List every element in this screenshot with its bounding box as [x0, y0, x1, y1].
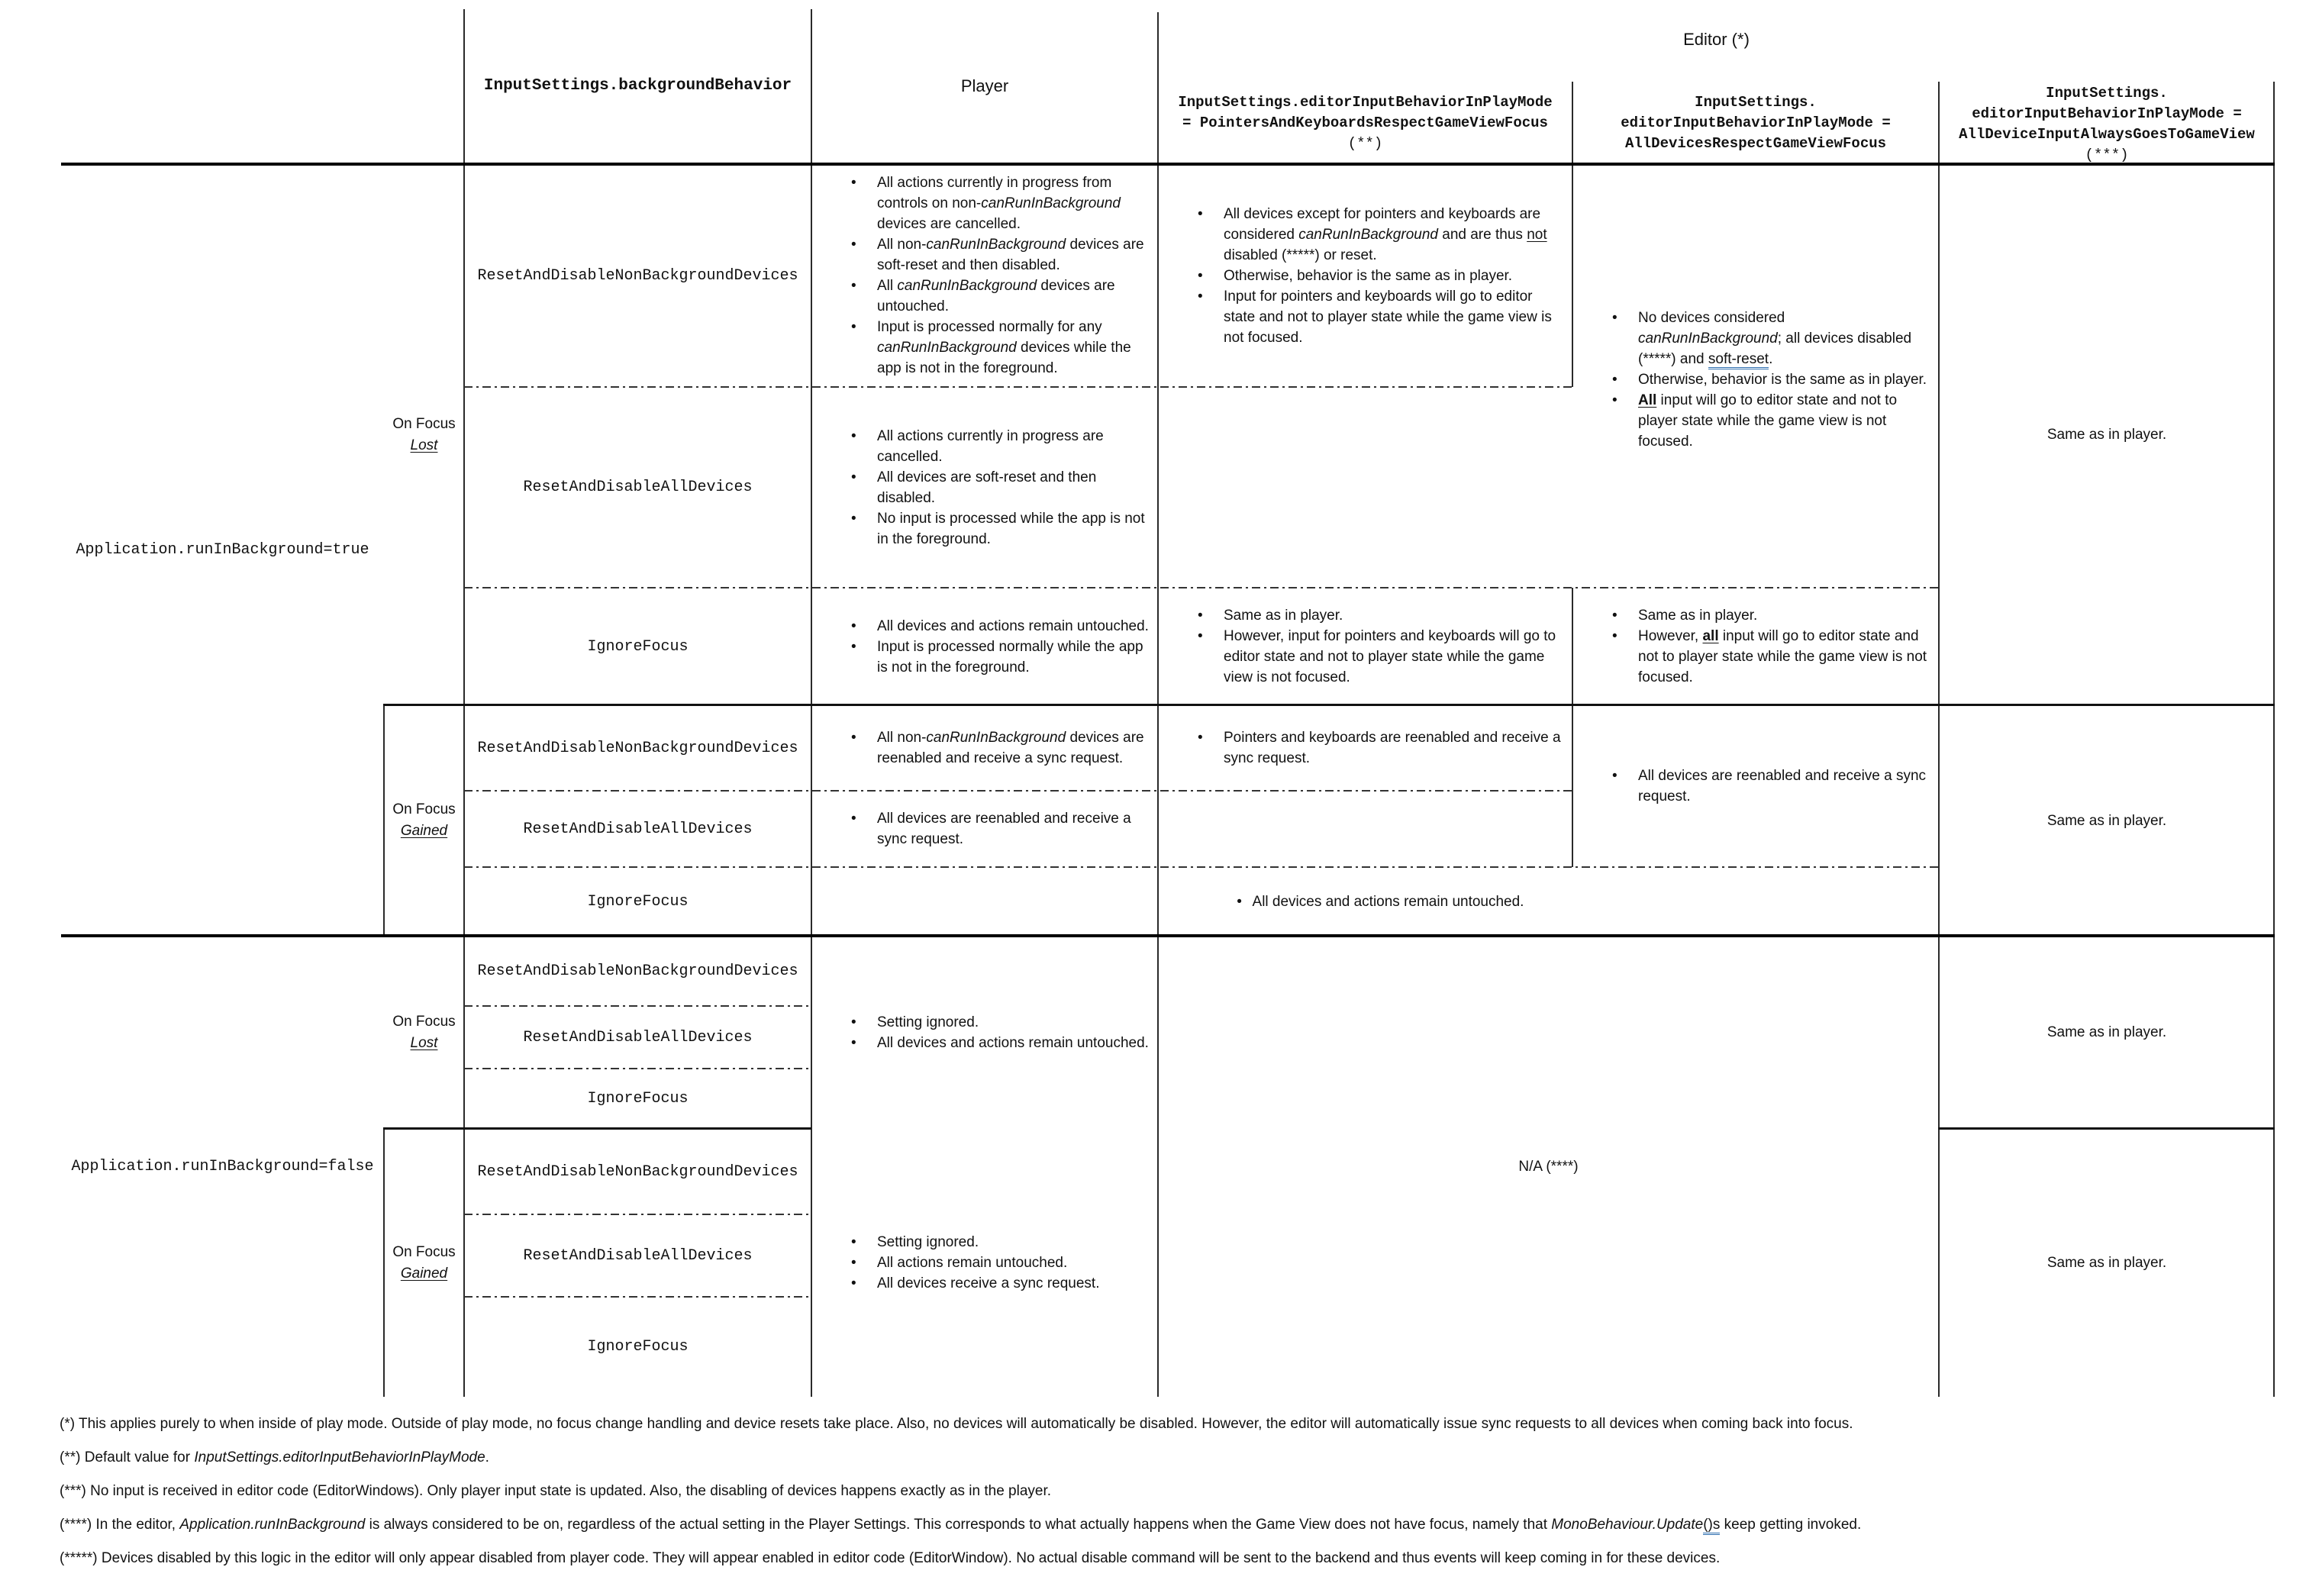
on-focus-label: On Focus: [392, 415, 456, 432]
footnotes: [60, 1414, 2296, 1581]
header-line: InputSettings.: [2046, 85, 2168, 102]
behavior-label: ResetAndDisableNonBackgroundDevices: [477, 1162, 798, 1181]
cell-false-editor-na-merged: [1158, 936, 1939, 1397]
bullet-item: [851, 616, 1150, 637]
behavior-label: ResetAndDisableNonBackgroundDevices: [477, 739, 798, 757]
cell-true-gained-ignore-merged: [811, 867, 1939, 936]
header-editor-col-allinput: [1939, 82, 2275, 167]
header-line: = PointersAndKeyboardsRespectGameViewFocus: [1182, 114, 1548, 131]
bullet-text: Input is processed normally for any canRunInBackground devices while the app is not in the foreground.: [877, 319, 1131, 376]
bullet-item: [1612, 626, 1931, 688]
bullet-item: [1198, 266, 1565, 286]
behavior-label: ResetAndDisableNonBackgroundDevices: [477, 962, 798, 980]
header-editor-col-alldevices: [1572, 82, 1939, 164]
bullet-item: [851, 637, 1150, 678]
bullet-text: No input is processed while the app is not in the foreground.: [877, 510, 1145, 547]
behavior-label: ResetAndDisableAllDevices: [523, 1246, 753, 1265]
footnote-4: (****) In the editor, Application.runInBackground is always considered to be on, regardless of the actual setting in the Player Settings. This corresponds to what actually happens when the Game View does not have focus, namely that MonoBehaviour.Update()s keep getting invoked.: [60, 1514, 2296, 1535]
header-editor: [1158, 24, 2275, 55]
bullet-text: Pointers and keyboards are reenabled and receive a sync request.: [1224, 730, 1561, 766]
bullet-text: All canRunInBackground devices are untouched.: [877, 278, 1115, 314]
bullet-item: [851, 1232, 1150, 1253]
bullet-text: No devices considered canRunInBackground; all devices disabled (*****) and soft-reset.: [1638, 308, 1931, 369]
cell-true-gained-alldevices-merged: [1572, 705, 1939, 867]
bullet-item: [851, 1012, 1150, 1033]
header-editor-col-pointers: [1158, 82, 1572, 164]
same-as-player-text: Same as in player.: [2046, 427, 2167, 443]
bullet-item: [1198, 727, 1565, 769]
footnote-3: (***) No input is received in editor code (EditorWindows). Only player input state is updated. Also, the disabling of devices happens exactly as in the player.: [60, 1483, 1052, 1499]
bullet-icon: •: [851, 638, 856, 655]
header-line: InputSettings.editorInputBehaviorInPlayMode: [1178, 93, 1553, 111]
bullet-text: All non-canRunInBackground devices are reenabled and receive a sync request.: [877, 730, 1144, 766]
bullet-text: All non-canRunInBackground devices are soft-reset and then disabled.: [877, 237, 1144, 273]
bullet-item: [851, 727, 1150, 769]
bullet-item: [1612, 766, 1931, 807]
bullet-item: [1612, 605, 1931, 626]
bullet-text: Setting ignored.: [877, 1234, 979, 1250]
bullet-text: Otherwise, behavior is the same as in player.: [1638, 372, 1927, 388]
bullet-text: All devices are reenabled and receive a sync request.: [1638, 768, 1927, 804]
bullet-item: [851, 426, 1150, 467]
behavior-label: ResetAndDisableAllDevices: [523, 820, 753, 838]
behavior-false-lost-ignore: [464, 1069, 811, 1129]
bullet-icon: •: [1198, 730, 1203, 746]
cell-false-lost-allinput: [1939, 936, 2275, 1129]
run-in-background-false-label: Application.runInBackground=false: [71, 1157, 374, 1175]
header-footnote-ref: (**): [1347, 134, 1383, 152]
bullet-icon: •: [851, 811, 856, 827]
bullet-text: All devices and actions remain untouched.: [877, 1034, 1149, 1051]
bullet-text: Otherwise, behavior is the same as in player.: [1224, 267, 1513, 284]
behavior-true-lost-reset-non-bg: [464, 164, 811, 387]
header-player: [811, 8, 1158, 164]
header-line: InputSettings.: [1695, 93, 1817, 111]
behavior-false-lost-reset-non-bg: [464, 936, 811, 1006]
focus-group-false-gained: [384, 1129, 464, 1397]
bullet-icon: •: [1612, 628, 1617, 644]
bullet-text: Same as in player.: [1224, 608, 1343, 624]
behavior-false-gained-reset-all: [464, 1214, 811, 1297]
bullet-item: [1198, 626, 1565, 688]
header-background-behavior: [464, 8, 811, 164]
bullet-text: All input will go to editor state and not to player state while the game view is not focused.: [1638, 392, 1898, 450]
bullet-text: Same as in player.: [1638, 608, 1758, 624]
behavior-label: ResetAndDisableAllDevices: [523, 1028, 753, 1046]
bullet-icon: •: [851, 1014, 856, 1030]
on-focus-label: On Focus: [392, 801, 456, 817]
row-group-run-in-background-true: [61, 164, 384, 936]
behavior-false-lost-reset-all: [464, 1006, 811, 1069]
bullet-icon: •: [1612, 768, 1617, 784]
na-text: N/A (****): [1518, 1158, 1579, 1175]
cell-true-gained-allinput: [1939, 705, 2275, 936]
header-line: AllDevicesRespectGameViewFocus: [1624, 134, 1887, 152]
bullet-text: All devices and actions remain untouched.: [877, 617, 1149, 634]
bullet-text: All devices except for pointers and keyboards are considered canRunInBackground and are thus not disabled (*****) or reset.: [1224, 205, 1547, 263]
cell-true-lost-alldevices-merged: [1572, 164, 1939, 595]
bullet-icon: •: [851, 510, 856, 527]
focus-lost-label: Lost: [410, 437, 438, 453]
bullet-icon: •: [1198, 628, 1203, 644]
footnote-2: (**) Default value for InputSettings.editorInputBehaviorInPlayMode.: [60, 1449, 489, 1465]
run-in-background-true-label: Application.runInBackground=true: [76, 541, 369, 559]
behavior-true-gained-ignore: [464, 867, 811, 936]
bullet-item: [851, 467, 1150, 508]
bullet-icon: •: [851, 278, 856, 294]
bullet-icon: •: [851, 617, 856, 634]
bullet-text: All actions currently in progress are cancelled.: [877, 427, 1104, 465]
bullet-item: [851, 808, 1150, 850]
bullet-text: All devices receive a sync request.: [877, 1275, 1100, 1291]
bullet-item: [1612, 390, 1931, 452]
on-focus-label: On Focus: [392, 1243, 456, 1260]
focus-gained-label: Gained: [400, 823, 448, 839]
focus-lost-label: Lost: [410, 1034, 438, 1051]
behavior-label: IgnoreFocus: [587, 892, 689, 911]
behavior-false-gained-reset-non-bg: [464, 1129, 811, 1214]
bullet-icon: •: [1198, 288, 1203, 305]
bullet-item: [1227, 892, 1524, 912]
bullet-item: [851, 234, 1150, 276]
footnote-1: (*) This applies purely to when inside of play mode. Outside of play mode, no focus change handling and device resets take place. Also, no devices will automatically be disabled. However, the editor will automatically issue sync requests to all devices when coming back into focus.: [60, 1416, 1853, 1432]
cell-true-lost-reset-non-bg-pointers: [1158, 164, 1572, 387]
header-background-behavior-label: InputSettings.backgroundBehavior: [483, 77, 792, 95]
cell-true-lost-ignore-alldevices: [1572, 588, 1939, 705]
bullet-icon: •: [851, 175, 856, 191]
behavior-label: ResetAndDisableNonBackgroundDevices: [477, 266, 798, 285]
cell-true-lost-ignore-player: [811, 588, 1158, 705]
bullet-item: [1198, 204, 1565, 266]
bullet-text: All devices are reenabled and receive a sync request.: [877, 811, 1131, 847]
bullet-icon: •: [1198, 608, 1203, 624]
bullet-icon: •: [851, 427, 856, 444]
bullet-item: [1198, 286, 1565, 348]
bullet-icon: •: [1612, 310, 1617, 326]
bullet-icon: •: [1612, 392, 1617, 408]
cell-true-lost-allinput: [1939, 164, 2275, 705]
bullet-item: [851, 1253, 1150, 1273]
cell-false-gained-allinput: [1939, 1129, 2275, 1397]
cell-true-lost-reset-all-player: [811, 387, 1158, 588]
bullet-icon: •: [851, 469, 856, 485]
bullet-item: [851, 172, 1150, 234]
cell-true-lost-ignore-pointers: [1158, 588, 1572, 705]
bullet-text: All actions remain untouched.: [877, 1255, 1068, 1271]
focus-group-true-gained: [384, 705, 464, 936]
behavior-true-lost-ignore: [464, 588, 811, 705]
behavior-false-gained-ignore: [464, 1297, 811, 1397]
behavior-label: ResetAndDisableAllDevices: [523, 479, 753, 496]
cell-false-lost-player-merged: [811, 936, 1158, 1129]
bullet-icon: •: [1237, 893, 1242, 910]
bullet-icon: •: [851, 1255, 856, 1271]
on-focus-label: On Focus: [392, 1013, 456, 1030]
bullet-icon: •: [851, 730, 856, 746]
cell-true-gained-reset-non-bg-player: [811, 705, 1158, 791]
bullet-icon: •: [851, 1275, 856, 1291]
bullet-item: [851, 508, 1150, 550]
focus-group-false-lost: [384, 936, 464, 1129]
row-group-run-in-background-false: [61, 936, 384, 1397]
bullet-text: Input is processed normally while the app is not in the foreground.: [877, 638, 1143, 675]
bullet-icon: •: [851, 237, 856, 253]
bullet-item: [851, 1033, 1150, 1053]
header-line: editorInputBehaviorInPlayMode =: [1621, 114, 1891, 131]
bullet-item: [851, 276, 1150, 317]
cell-true-gained-reset-all-player: [811, 791, 1158, 867]
bullet-icon: •: [1198, 205, 1203, 222]
same-as-player-text: Same as in player.: [2046, 1255, 2167, 1271]
cell-true-lost-reset-non-bg-player: [811, 164, 1158, 387]
behavior-label: IgnoreFocus: [587, 1338, 689, 1356]
bullet-item: [851, 317, 1150, 379]
same-as-player-text: Same as in player.: [2046, 1024, 2167, 1040]
bullet-text: All actions currently in progress from controls on non-canRunInBackground devices are cancelled.: [877, 175, 1121, 232]
bullet-icon: •: [851, 1234, 856, 1250]
bullet-icon: •: [1612, 372, 1617, 388]
header-line: AllDeviceInputAlwaysGoesToGameView: [1959, 126, 2255, 143]
bullet-text: However, input for pointers and keyboards will go to editor state and not to player state while the game view is not focused.: [1224, 628, 1556, 685]
same-as-player-text: Same as in player.: [2046, 812, 2167, 829]
header-player-label: Player: [960, 76, 1009, 95]
bullet-item: [1198, 605, 1565, 626]
bullet-text: All devices are soft-reset and then disabled.: [877, 469, 1097, 506]
bullet-item: [1612, 308, 1931, 369]
bullet-icon: •: [1612, 608, 1617, 624]
behavior-label: IgnoreFocus: [587, 637, 689, 656]
header-editor-label: Editor (*): [1683, 30, 1750, 49]
cell-false-gained-player-merged: [811, 1129, 1158, 1397]
header-line: editorInputBehaviorInPlayMode =: [1972, 105, 2242, 122]
behavior-true-lost-reset-all: [464, 387, 811, 588]
header-footnote-ref: (***): [2085, 147, 2129, 163]
bullet-icon: •: [851, 319, 856, 335]
behavior-label: IgnoreFocus: [587, 1090, 689, 1108]
behavior-true-gained-reset-all: [464, 791, 811, 867]
focus-group-true-lost: [384, 164, 464, 705]
bullet-text: All devices and actions remain untouched.: [1252, 893, 1524, 910]
focus-gained-label: Gained: [400, 1265, 448, 1282]
behavior-true-gained-reset-non-bg: [464, 705, 811, 791]
bullet-text: Setting ignored.: [877, 1014, 979, 1030]
bullet-text: Input for pointers and keyboards will go to editor state and not to player state while the game view is not focused.: [1224, 288, 1552, 346]
bullet-text: However, all input will go to editor state and not to player state while the game view is not focused.: [1638, 628, 1927, 685]
bullet-icon: •: [851, 1034, 856, 1051]
bullet-icon: •: [1198, 267, 1203, 284]
footnote-5: (*****) Devices disabled by this logic in the editor will only appear disabled from player code. They will appear enabled in editor code (EditorWindow). No actual disable command will be sent to the backend and thus events will keep coming in for these devices.: [60, 1550, 1721, 1566]
bullet-item: [1612, 369, 1931, 390]
cell-true-gained-reset-non-bg-pointers: [1158, 705, 1572, 791]
bullet-item: [851, 1273, 1150, 1294]
